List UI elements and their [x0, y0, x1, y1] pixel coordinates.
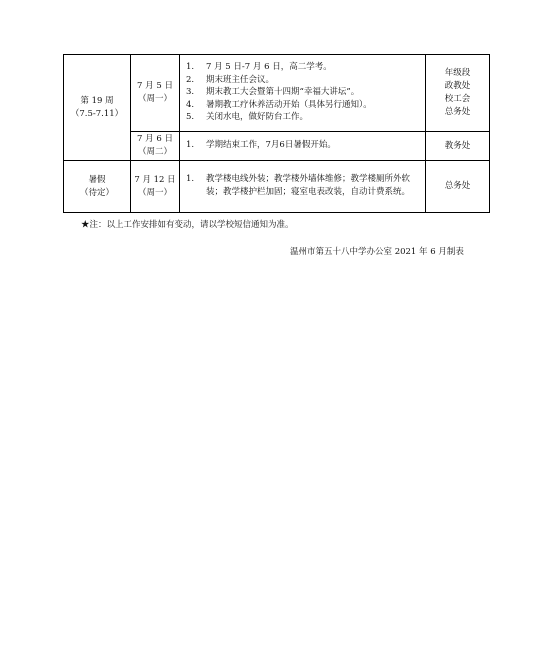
weekday-label: （周二）: [137, 147, 172, 157]
week-label: 暑假: [88, 174, 106, 185]
item-text: 期末教工大会暨第十四期“幸福大讲坛”。: [206, 87, 360, 98]
item-text: 7 月 5 日-7 月 6 日，高二学考。: [206, 62, 332, 73]
dept-cell: [426, 132, 490, 161]
item-text: 期末班主任会议。: [206, 74, 275, 85]
item-number: 1.: [186, 174, 195, 185]
item-number: 1.: [186, 62, 195, 73]
items-cell: [180, 161, 426, 213]
item-number: 4.: [186, 99, 195, 110]
dept-label: 校工会: [444, 94, 471, 104]
week-range: （7.5-7.11）: [70, 108, 124, 119]
weekday-label: （周一）: [137, 187, 172, 198]
week-range: （待定）: [79, 187, 114, 198]
list-item: [186, 86, 421, 99]
list-item: [186, 111, 421, 124]
items-cell: [180, 55, 426, 132]
week-cell: [64, 55, 131, 161]
schedule-table: [63, 54, 490, 213]
list-item: [186, 139, 421, 152]
item-number: 3.: [186, 87, 195, 98]
dept-cell: [426, 161, 490, 213]
list-item: [186, 173, 421, 198]
date-cell: [131, 132, 180, 161]
list-item: [186, 61, 421, 74]
items-cell: [180, 132, 426, 161]
week-cell: [64, 161, 131, 213]
table-row: [64, 161, 490, 213]
item-number: 1.: [186, 140, 195, 151]
date-label: 7 月 5 日: [137, 81, 173, 91]
footnote: ★注：以上工作安排如有变动，请以学校短信通知为准。: [81, 220, 294, 230]
dept-label: 政教处: [444, 81, 471, 91]
issuer-line: 温州市第五十八中学办公室 2021 年 6 月制表: [290, 247, 464, 257]
item-text: 关闭水电，做好防台工作。: [206, 112, 309, 123]
weekday-label: （周一）: [137, 94, 172, 104]
item-number: 2.: [186, 74, 195, 85]
list-item: [186, 74, 421, 87]
item-number: 5.: [186, 112, 195, 123]
item-text: 教学楼电线外装；教学楼外墙体维修；教学楼厕所外软装；教学楼护栏加固；寝室电表改装，自动计费系统。: [206, 174, 411, 197]
date-label: 7 月 6 日: [137, 134, 173, 144]
item-text: 学期结束工作，7月6日暑假开始。: [206, 140, 336, 151]
week-label: 第 19 周: [80, 95, 114, 106]
dept-label: 总务处: [444, 181, 471, 191]
item-text: 暑期教工疗休养活动开始（具体另行通知）。: [206, 99, 372, 110]
date-cell: [131, 55, 180, 132]
list-item: [186, 99, 421, 112]
date-cell: [131, 161, 180, 213]
date-label: 7 月 12 日: [134, 174, 176, 185]
dept-label: 教务处: [444, 140, 471, 151]
dept-cell: [426, 55, 490, 132]
dept-label: 总务处: [444, 107, 471, 117]
dept-label: 年级段: [444, 68, 471, 78]
table-row: [64, 55, 490, 132]
